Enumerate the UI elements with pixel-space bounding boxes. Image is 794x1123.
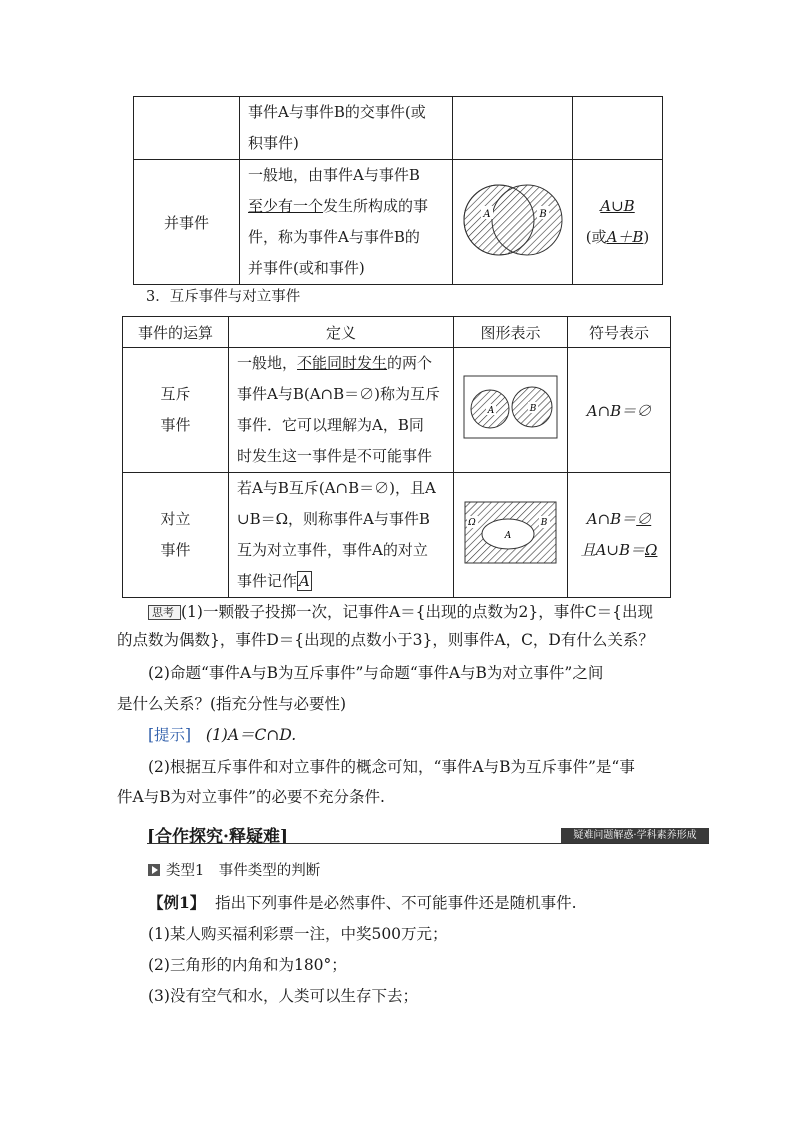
opposite-name-cell <box>123 473 229 598</box>
t1-r1-symbol-cell <box>573 97 663 160</box>
think-badge: 思考 <box>148 605 181 620</box>
union-symbol: A∪B <box>600 197 635 215</box>
opposite-def-line: 互为对立事件，事件A的对立 <box>237 541 428 559</box>
mutex-def-cell <box>229 348 454 473</box>
t1-r1-name-cell <box>134 97 240 160</box>
hint-2-line2: 件A与B为对立事件”的必要不充分条件. <box>117 788 385 806</box>
venn-label-omega: Ω <box>467 518 476 528</box>
opposite-symbol-intersection: A∩B＝∅ <box>586 510 652 528</box>
t1-r2-name-cell <box>134 160 240 285</box>
union-def-line: 件，称为事件A与事件B的 <box>248 228 420 246</box>
mutex-symbol-cell <box>568 348 671 473</box>
hint-line <box>148 725 296 745</box>
mutex-def-line: 时发生这一事件是不可能事件 <box>237 447 433 465</box>
example1-item: (1)某人购买福利彩票一注，中奖500万元； <box>148 925 448 943</box>
mutex-diagram-cell <box>454 348 568 473</box>
union-venn-diagram <box>461 180 565 260</box>
section-banner-tag: 疑难问题解惑·学科素养形成 <box>561 828 709 843</box>
mutex-def-line: 事件A与B(A∩B＝∅)称为互斥 <box>237 385 440 403</box>
hint-label: [提示] <box>148 726 192 744</box>
hint-2-line1: (2)根据互斥事件和对立事件的概念可知，“事件A与B为互斥事件”是“事 <box>148 758 635 776</box>
hint-1: (1)A＝C∩D. <box>205 726 297 744</box>
complement-symbol: A <box>299 572 310 590</box>
venn-label-a: A <box>487 406 494 416</box>
union-def-line: 至少有一个发生所构成的事 <box>248 197 429 215</box>
opposite-name: 对立 <box>160 510 191 528</box>
venn-label-b: B <box>540 518 547 528</box>
union-symbol-cell <box>573 160 663 285</box>
opposite-name: 事件 <box>160 541 191 559</box>
t2-header-def: 定义 <box>229 317 454 348</box>
section-3-title: 3．互斥事件与对立事件 <box>146 289 301 305</box>
section-banner-rule <box>147 843 709 844</box>
venn-label-a: A <box>482 209 491 220</box>
mutex-name-cell <box>123 348 229 473</box>
union-def-line: 并事件(或和事件) <box>248 259 365 277</box>
mutex-def-line: 一般地，不能同时发生的两个 <box>237 354 433 372</box>
t1-r1-def-line: 事件A与事件B的交事件(或 <box>248 103 426 121</box>
example1-item: (3)没有空气和水，人类可以生存下去； <box>148 987 418 1005</box>
t1-r1-def-line: 积事件) <box>248 134 299 152</box>
mutex-def-underline: 不能同时发生 <box>297 354 388 372</box>
mutex-symbol: A∩B＝∅ <box>586 401 652 420</box>
mutex-def-line: 事件．它可以理解为A，B同 <box>237 416 424 434</box>
opposite-symbol-cell <box>568 473 671 598</box>
union-def-line: 一般地，由事件A与事件B <box>248 166 420 184</box>
t2-header-symbol: 符号表示 <box>568 317 671 348</box>
think-q2-line1: (2)命题“事件A与B为互斥事件”与命题“事件A与B为对立事件”之间 <box>148 664 604 682</box>
t1-r2-def-cell <box>240 160 453 285</box>
opposite-symbol-union: 且A∪B＝Ω <box>580 541 658 559</box>
opposite-diagram-cell <box>454 473 568 598</box>
play-icon <box>148 864 160 876</box>
t2-header-op: 事件的运算 <box>123 317 229 348</box>
opposite-def-line: 若A与B互斥(A∩B＝∅)，且A <box>237 479 436 497</box>
section-banner-title: [合作探究·释疑难] <box>147 827 289 847</box>
example1-line: 【例1】 指出下列事件是必然事件、不可能事件还是随机事件. <box>148 893 577 912</box>
type1-heading: 类型1 事件类型的判断 <box>148 861 320 881</box>
opposite-def-cell <box>229 473 454 598</box>
think-q2-line2: 是什么关系？(指充分性与必要性) <box>117 695 347 713</box>
opposite-def-line: ∪B＝Ω，则称事件A与事件B <box>237 510 430 528</box>
union-event-name: 并事件 <box>163 213 209 232</box>
example1-label: 【例1】 <box>148 893 206 912</box>
example1-item: (2)三角形的内角和为180°； <box>148 956 347 974</box>
union-symbol-alt: (或A＋B) <box>585 228 650 246</box>
mutex-opposite-table <box>122 316 671 598</box>
opposite-venn-diagram <box>464 501 558 565</box>
union-diagram-cell <box>453 160 573 285</box>
mutex-name: 互斥 <box>160 385 191 403</box>
t1-r1-diagram-cell <box>453 97 573 160</box>
venn-label-b: B <box>529 404 536 414</box>
venn-label-a: A <box>504 531 511 541</box>
union-def-underline: 至少有一个 <box>248 197 324 215</box>
t1-r1-def-cell <box>240 97 453 160</box>
think-q1-line1: 思考 (1)一颗骰子投掷一次，记事件A＝{出现的点数为2}，事件C＝{出现 <box>148 602 653 622</box>
mutex-name: 事件 <box>160 416 191 434</box>
venn-label-b: B <box>538 209 547 220</box>
think-q1-line2: 的点数为偶数}，事件D＝{出现的点数小于3}，则事件A，C，D有什么关系？ <box>117 631 654 649</box>
mutex-venn-diagram <box>463 375 559 441</box>
t2-header-diagram: 图形表示 <box>454 317 568 348</box>
union-table <box>133 96 663 285</box>
opposite-def-line: 事件记作 A <box>237 572 310 590</box>
